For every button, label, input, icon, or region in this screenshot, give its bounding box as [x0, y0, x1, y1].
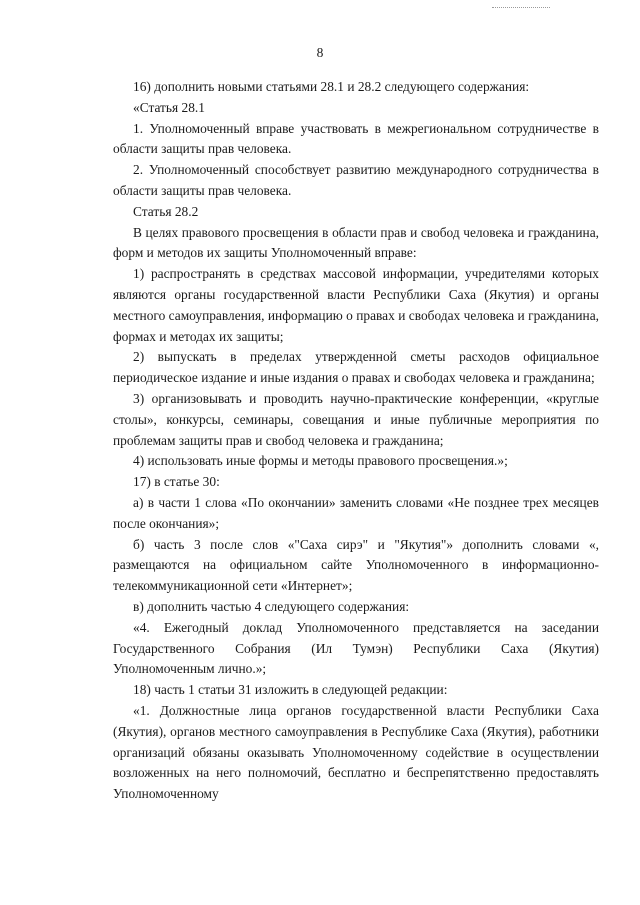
- scan-artifact-line: [492, 7, 550, 8]
- article-30-part-4: «4. Ежегодный доклад Уполномоченного представляется на заседании Государственного Собрания (Ил Тумэн) Республики Саха (Якутия) Уполномоченным лично.»;: [113, 619, 599, 677]
- article-28-2-point-3: 3) организовывать и проводить научно-практические конференции, «круглые столы», конкурсы, семинары, совещания и иные публичные мероприятия по проблемам защиты прав и свобод человека и гражданина;: [113, 390, 599, 448]
- article-28-1-part-1: 1. Уполномоченный вправе участвовать в межрегиональном сотрудничестве в области защиты прав человека.: [113, 120, 599, 157]
- page-number: 8: [316, 45, 324, 60]
- document-body: [113, 77, 599, 805]
- paragraph-item-16: 16) дополнить новыми статьями 28.1 и 28.2 следующего содержания:: [133, 79, 530, 94]
- item-17-subpoint-a: а) в части 1 слова «По окончании» заменить словами «Не позднее трех месяцев после окончания»;: [113, 494, 599, 531]
- paragraph-item-17: 17) в статье 30:: [133, 474, 220, 490]
- item-17-subpoint-b: б) часть 3 после слов «"Саха сирэ" и "Якутия"» дополнить словами «, размещаются на официальном сайте Уполномоченного в информационно-телекоммуникационной сети «Интернет»;: [113, 536, 599, 594]
- article-28-2-point-4: 4) использовать иные формы и методы правового просвещения.»;: [133, 453, 508, 469]
- article-28-1-heading: «Статья 28.1: [133, 99, 205, 115]
- article-28-2-heading: Статья 28.2: [133, 203, 199, 219]
- article-28-1-part-2: 2. Уполномоченный способствует развитию международного сотрудничества в области защиты прав человека.: [113, 162, 599, 198]
- paragraph-item-18: 18) часть 1 статьи 31 изложить в следующей редакции:: [133, 682, 448, 698]
- article-28-2-point-2: 2) выпускать в пределах утвержденной сметы расходов официальное периодическое издание и иные издания о правах и свободах человека и гражданина;: [113, 349, 599, 386]
- item-17-subpoint-v: в) дополнить частью 4 следующего содержания:: [133, 598, 410, 614]
- article-28-2-point-1: 1) распространять в средствах массовой информации, учредителями которых являются органы государственной власти Республики Саха (Якутия) и органы местного самоуправления, информацию о правах и свободах человека и гражданина, формах и методах их защиты;: [113, 266, 599, 344]
- article-28-2-intro: В целях правового просвещения в области прав и свобод человека и гражданина, форм и методов их защиты Уполномоченный вправе:: [113, 224, 599, 261]
- article-31-part-1: «1. Должностные лица органов государственной власти Республики Саха (Якутия), органов местного самоуправления в Республике Саха (Якутия), работники организаций обязаны оказывать Уполномоченному содействие в осуществлении возложенных на него полномочий, бесплатно и беспрепятственно предоставлять Уполномоченному: [113, 702, 599, 802]
